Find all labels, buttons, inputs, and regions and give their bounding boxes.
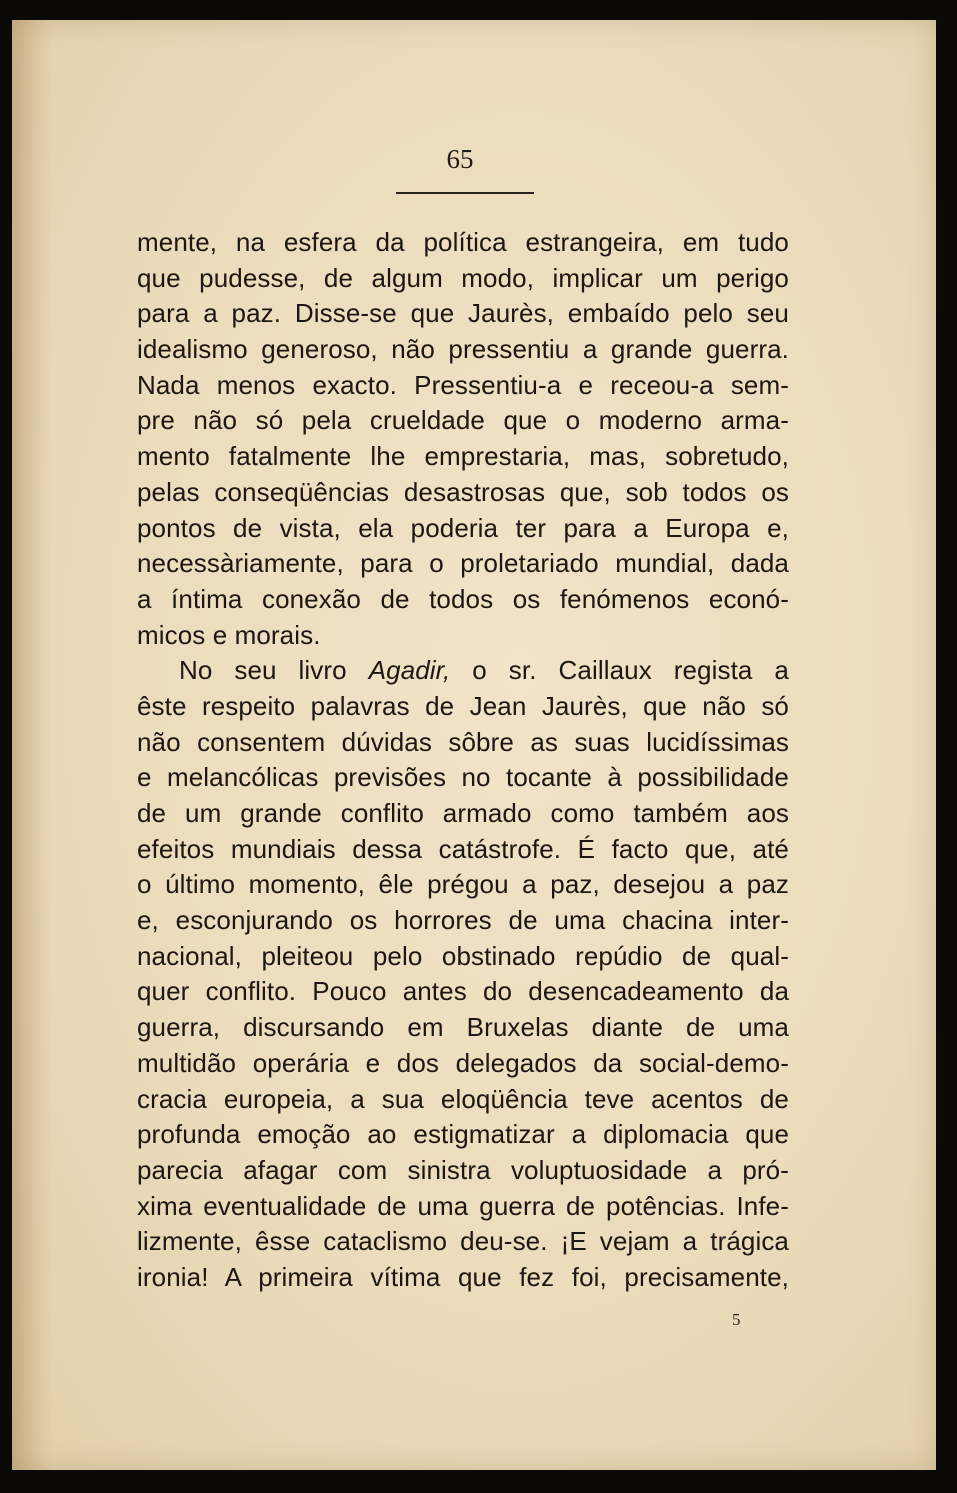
signature-mark: 5	[732, 1310, 741, 1329]
text-line: idealismo generoso, não pressentiu a grande guerra.	[137, 334, 789, 365]
text-line: o último momento, êle prégou a paz, desejou a paz	[137, 869, 789, 900]
text-segment: No seu livro	[179, 655, 369, 686]
text-line: mento fatalmente lhe emprestaria, mas, sobretudo,	[137, 441, 789, 472]
text-line: pelas conseqüências desastrosas que, sob todos os	[137, 476, 789, 507]
text-line: efeitos mundiais dessa catástrofe. É facto que, até	[137, 833, 789, 864]
page-number: 65	[446, 144, 474, 174]
text-line: profunda emoção ao estigmatizar a diplomacia que	[137, 1119, 789, 1150]
text-line: cracia europeia, a sua eloqüência teve acentos de	[137, 1083, 789, 1114]
text-line: não consentem dúvidas sôbre as suas lucidíssimas	[137, 726, 789, 757]
text-line: multidão operária e dos delegados da social-demo-	[137, 1047, 789, 1078]
text-line: pontos de vista, ela poderia ter para a Europa e,	[137, 512, 789, 543]
body-text	[137, 225, 789, 1296]
text-line: lizmente, êsse cataclismo deu-se. ¡E vejam a trágica	[137, 1226, 789, 1257]
paragraph-first-line	[137, 653, 789, 689]
text-line: ironia! A primeira vítima que fez foi, precisamente,	[137, 1261, 789, 1292]
text-line: de um grande conflito armado como também aos	[137, 798, 789, 828]
text-segment: o sr. Caillaux regista a	[450, 655, 789, 686]
text-line: a íntima conexão de todos os fenómenos econó-	[137, 583, 789, 614]
text-line: êste respeito palavras de Jean Jaurès, que não só	[137, 690, 789, 721]
text-line: mente, na esfera da política estrangeira, em tudo	[137, 227, 789, 257]
text-line: e melancólicas previsões no tocante à possibilidade	[137, 762, 789, 793]
book-page	[12, 20, 936, 1470]
text-line: quer conflito. Pouco antes do desencadeamento da	[137, 976, 789, 1007]
header-rule	[396, 192, 534, 194]
text-line: nacional, pleiteou pelo obstinado repúdio de qual-	[137, 940, 789, 971]
text-line: Nada menos exacto. Pressentiu-a e receou-a sem-	[137, 369, 789, 400]
text-line: parecia afagar com sinistra voluptuosidade a pró-	[137, 1154, 789, 1185]
text-line: para a paz. Disse-se que Jaurès, embaído pelo seu	[137, 298, 789, 329]
text-line: necessàriamente, para o proletariado mundial, dada	[137, 548, 789, 579]
text-line: e, esconjurando os horrores de uma chacina inter-	[137, 905, 789, 936]
text-line: xima eventualidade de uma guerra de potências. Infe-	[137, 1190, 789, 1221]
text-line: micos e morais.	[137, 619, 321, 650]
text-line: guerra, discursando em Bruxelas diante de uma	[137, 1012, 789, 1043]
text-line: que pudesse, de algum modo, implicar um perigo	[137, 262, 789, 293]
text-line: pre não só pela crueldade que o moderno arma-	[137, 405, 789, 436]
book-title: Agadir,	[368, 655, 451, 686]
